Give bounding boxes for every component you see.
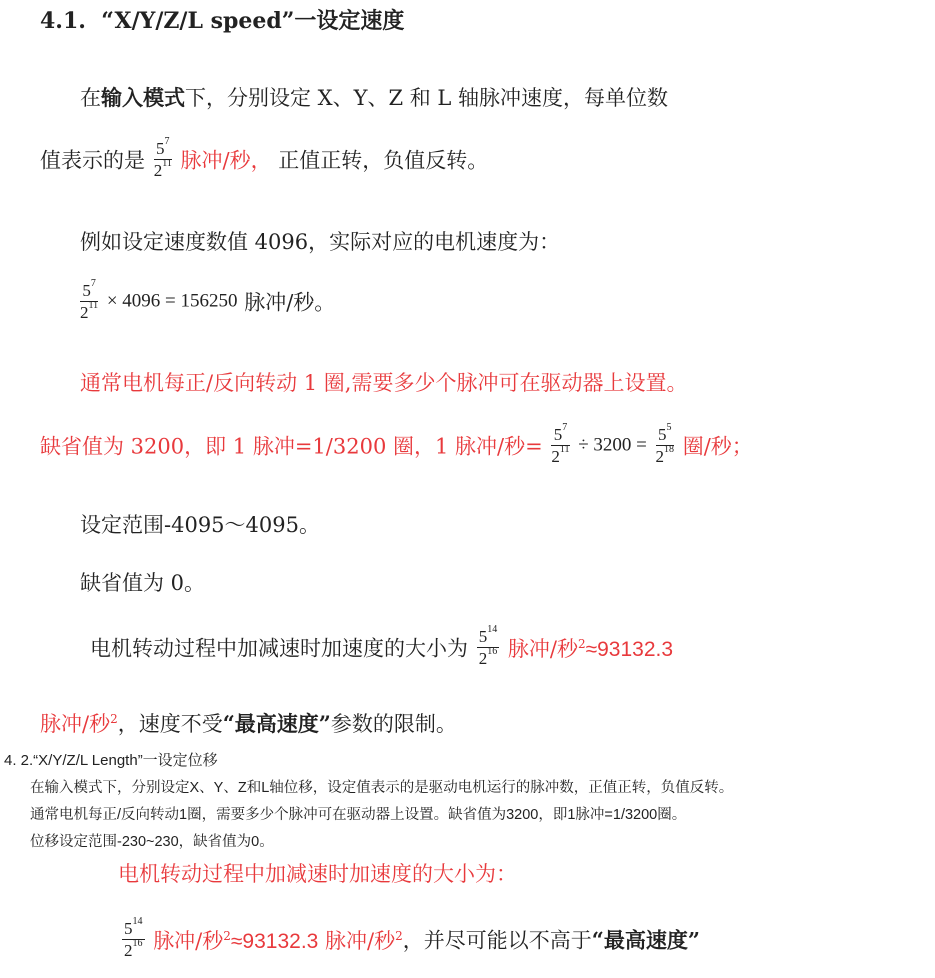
limit-line bbox=[40, 708, 457, 738]
pulse-per-sec-unit: 脉冲/秒， bbox=[180, 148, 272, 173]
default-pre: 缺省值为 3200，即 1 脉冲=1/3200 圈，1 脉冲/秒= bbox=[40, 434, 543, 459]
p1-post: 下，分别设定 X、Y、Z 和 L 轴脉冲速度，每单位数 bbox=[185, 86, 669, 110]
fraction-eq1: $\frac{5^7}{2^{11}}$ bbox=[80, 278, 99, 322]
default-mid: ÷ 3200 = bbox=[578, 434, 647, 456]
default-value-line bbox=[40, 422, 753, 466]
s42-line-2: 通常电机每正/反向转动1圈，需要多少个脉冲可在驱动器上设置。缺省值为3200，即1脉冲=1/3200圈。 bbox=[30, 807, 687, 823]
s42-line-1: 在输入模式下，分别设定X、Y、Z和L轴位移，设定值表示的是驱动电机运行的脉冲数，正值正转，负值反转。 bbox=[30, 780, 734, 796]
section-4-2-heading: 4. 2.“X/Y/Z/L Length”一设定位移 bbox=[4, 752, 218, 769]
paragraph-example: 例如设定速度数值 4096，实际对应的电机速度为： bbox=[80, 230, 561, 254]
accel-pre: 电机转动过程中加减速时加速度的大小为 bbox=[90, 636, 468, 661]
fraction-5-7-over-2-11: $\frac{5^7}{2^{11}}$ bbox=[153, 136, 172, 180]
paragraph-input-mode bbox=[80, 82, 668, 112]
default-post: 圈/秒； bbox=[682, 434, 753, 459]
red-note-pulses-per-rev: 通常电机每正/反向转动 1 圈,需要多少个脉冲可在驱动器上设置。 bbox=[80, 371, 688, 395]
last-post: 参数的限制。 bbox=[330, 712, 457, 736]
p2-pre: 值表示的是 bbox=[40, 148, 145, 173]
fraction-accel: $\frac{5^{14}}{2^{16}}$ bbox=[478, 624, 498, 668]
paragraph-unit-value bbox=[40, 136, 489, 180]
acceleration-line bbox=[90, 624, 674, 668]
eq1-unit: 脉冲/秒。 bbox=[244, 290, 336, 315]
default-zero-line: 缺省值为 0。 bbox=[80, 571, 206, 595]
p2-post: 正值正转，负值反转。 bbox=[278, 148, 489, 173]
s42-line-3: 位移设定范围-230~230，缺省值为0。 bbox=[30, 834, 274, 850]
fraction-default-1: $\frac{5^7}{2^{11}}$ bbox=[551, 422, 570, 466]
s42-max-speed-bold: “最高速度” bbox=[591, 927, 700, 953]
last-mid: ，速度不受 bbox=[117, 712, 223, 736]
eq1-rest: × 4096 = 156250 bbox=[106, 290, 238, 312]
equation-example bbox=[78, 278, 336, 322]
accel-unit: 脉冲/秒$^2$≈93132.3 bbox=[507, 636, 674, 661]
max-speed-bold: “最高速度” bbox=[222, 711, 331, 736]
s42-accel-title: 电机转动过程中加减速时加速度的大小为： bbox=[118, 862, 517, 886]
fraction-s42-accel: $\frac{5^{14}}{2^{16}}$ bbox=[124, 916, 143, 960]
p1-pre: 在 bbox=[80, 86, 101, 110]
input-mode-bold: 输入模式 bbox=[101, 85, 185, 110]
section-4-1-heading: 4.1. “X/Y/Z/L speed”一设定速度 bbox=[40, 8, 405, 34]
fraction-default-2: $\frac{5^5}{2^{18}}$ bbox=[655, 422, 675, 466]
last-unit: 脉冲/秒$^2$ bbox=[40, 712, 118, 736]
s42-post: ，并尽可能以不高于 bbox=[402, 928, 592, 953]
range-line: 设定范围-4095～4095。 bbox=[80, 513, 320, 537]
s42-unit: 脉冲/秒$^2$≈93132.3 脉冲/秒$^2$ bbox=[153, 928, 403, 953]
s42-accel-formula bbox=[120, 916, 700, 960]
